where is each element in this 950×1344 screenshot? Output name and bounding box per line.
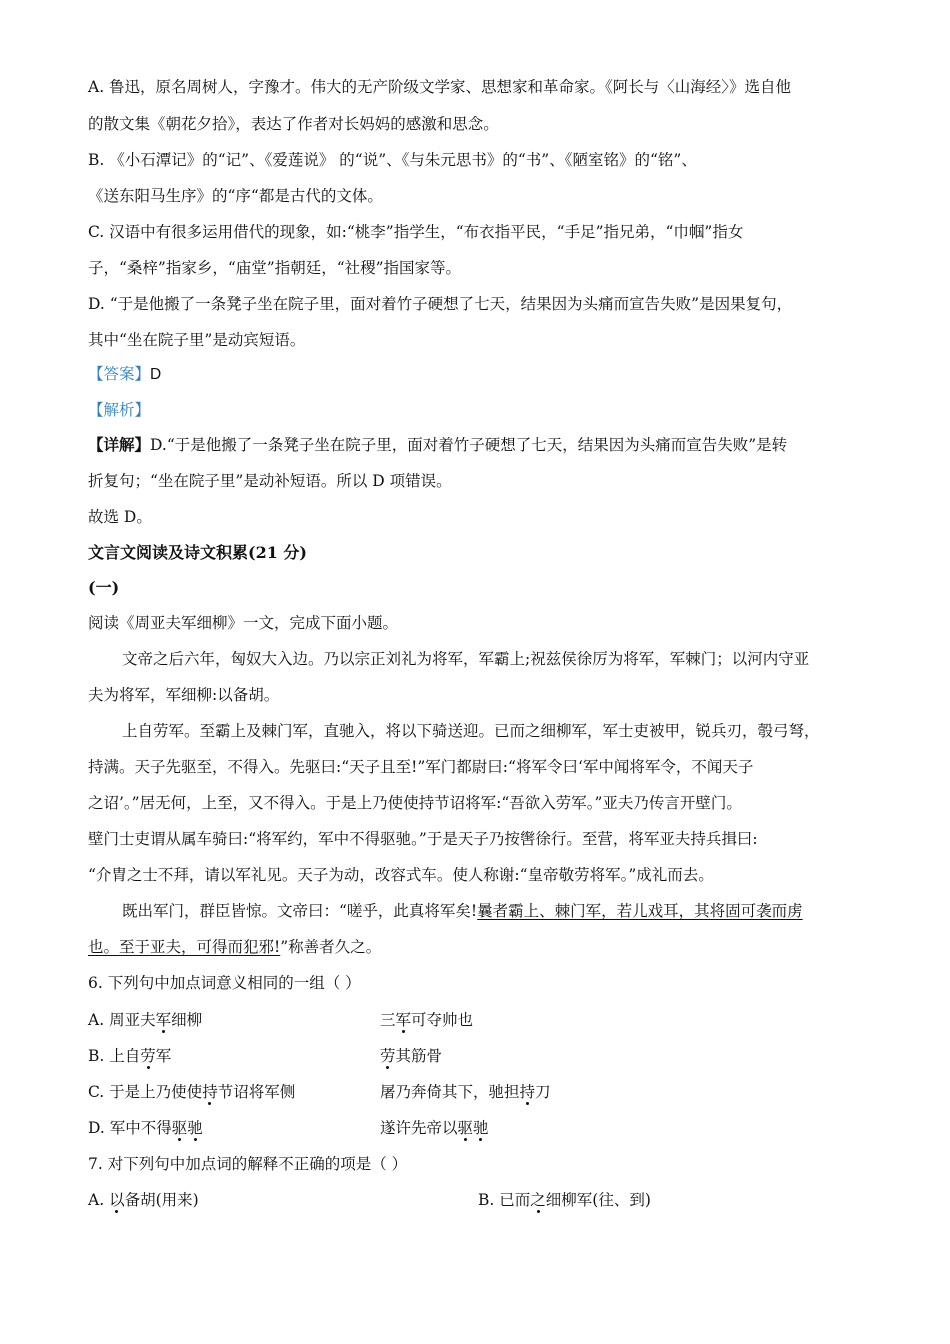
answer-value: D	[150, 366, 162, 383]
q7-b-pre: 已而	[499, 1191, 531, 1209]
detail-text-1: D.“于是他搬了一条凳子坐在院子里，面对着竹子硬想了七天，结果因为头痛而宣告失败”是转	[150, 436, 788, 454]
q6-a-left-pre: 周亚夫	[109, 1011, 156, 1029]
q7-a-post: 备胡(用来)	[124, 1191, 199, 1209]
q6-d-left-pre: 军中不得	[109, 1119, 172, 1137]
answer-line	[88, 363, 161, 386]
q6-b-left-post: 军	[155, 1047, 172, 1065]
q6-b-right-post: 其筋骨	[395, 1047, 443, 1065]
passage-p2-line-1: 上自劳军。至霸上及棘门军，直驰入，将以下骑送迎。已而之细柳军，军士吏被甲，锐兵刃，彀弓弩，	[122, 722, 820, 740]
underlined-sentence-part-1: 曩者霸上、棘门军，若儿戏耳，其将固可袭而虏	[477, 902, 803, 920]
q7-a-label: A.	[88, 1191, 110, 1209]
q6-c-right-pre: 屠乃奔倚其下，驰担	[380, 1083, 520, 1101]
passage-p3-line-1	[122, 900, 803, 922]
passage-p2-line-2: 持满。天子先驱至，不得入。先驱曰:“天子且至!”军门都尉曰:“将军令曰‘军中闻将军令，不闻天子	[88, 758, 754, 776]
conclusion-line: 故选 D。	[88, 508, 152, 526]
q6-stem: 6. 下列句中加点词意义相同的一组（ ）	[88, 974, 361, 992]
passage-p1-line-2: 夫为将军，军细柳:以备胡。	[88, 686, 280, 704]
q6-d-right-pre: 遂许先帝以	[380, 1119, 458, 1137]
q7-a-dotted: 以	[109, 1191, 125, 1209]
q6-b-right-dotted: 劳	[380, 1047, 396, 1065]
passage-p3-text-2b: ”称善者久之。	[280, 938, 382, 956]
analysis-tag: 【解析】	[88, 401, 151, 419]
option-c-line-2: 子，“桑梓”指家乡，“庙堂”指朝廷，“社稷”指国家等。	[88, 259, 462, 277]
option-b-line-2: 《送东阳马生序》的“序“都是古代的文体。	[88, 187, 383, 205]
q6-d-right-dotted-2: 驰	[473, 1119, 489, 1137]
q6-a-left-post: 细柳	[171, 1011, 203, 1029]
detail-line-2: 折复句；“坐在院子里”是动补短语。所以 D 项错误。	[88, 472, 452, 490]
q6-d-left-dotted-2: 驰	[187, 1119, 203, 1137]
passage-p3-text-1a: 既出军门，群臣皆惊。文帝曰：“嗟乎，此真将军矣!	[122, 902, 478, 920]
q6-d-right	[380, 1117, 489, 1139]
option-c-line-1: C. 汉语中有很多运用借代的现象，如:“桃李”指学生，“布衣指平民，“手足”指兄弟，“巾帼”指女	[88, 223, 744, 241]
q6-c-left-pre: 于是上乃使使	[109, 1083, 203, 1101]
q6-d-label: D.	[88, 1119, 110, 1137]
q6-b-right	[380, 1045, 442, 1067]
q6-b-left-pre: 上自	[109, 1047, 141, 1065]
q6-a-right-pre: 三	[380, 1011, 396, 1029]
option-d-line-2: 其中“坐在院子里”是动宾短语。	[88, 331, 306, 349]
passage-p1-line-1: 文帝之后六年，匈奴大入边。乃以宗正刘礼为将军，军霸上;祝兹侯徐厉为将军，军棘门；以河内守亚	[122, 650, 810, 668]
section-instruction: 阅读《周亚夫军细柳》一文，完成下面小题。	[88, 614, 399, 632]
q6-c-left-post: 节诏将军侧	[217, 1083, 296, 1101]
q7-option-b	[478, 1189, 651, 1211]
q7-options-row	[88, 1189, 888, 1211]
q6-b-left-dotted: 劳	[140, 1047, 156, 1065]
answer-tag: 【答案】	[88, 365, 151, 383]
q6-a-right-post: 可夺帅也	[411, 1011, 474, 1029]
q6-a-right	[380, 1009, 473, 1031]
option-a-line-2: 的散文集《朝花夕拾》，表达了作者对长妈妈的感激和思念。	[88, 115, 499, 133]
underlined-sentence-part-2: 也。至于亚夫，可得而犯邪!	[88, 938, 281, 956]
detail-line-1	[88, 434, 787, 456]
passage-p2-line-4: 壁门士吏谓从属车骑曰:“将军约，军中不得驱驰。”于是天子乃按辔徐行。至营，将军亚夫持兵揖曰:	[88, 830, 758, 848]
option-b-line-1: B. 《小石潭记》的“记”、《爱莲说》 的“说”、《与朱元思书》的“书”、《陋室铭》的“铭”、	[88, 151, 697, 169]
q6-c-right-dotted: 持	[519, 1083, 536, 1101]
q6-c-label: C.	[88, 1083, 110, 1101]
q6-c-left-dotted: 持	[202, 1083, 218, 1101]
q6-option-b	[88, 1045, 888, 1067]
q6-a-left-dotted: 军	[155, 1011, 172, 1029]
q6-a-label: A.	[88, 1011, 110, 1029]
q6-b-label: B.	[88, 1047, 110, 1065]
q7-b-dotted: 之	[530, 1191, 546, 1209]
section-part: (一)	[88, 578, 120, 597]
option-d-line-1: D. “于是他搬了一条凳子坐在院子里，面对着竹子硬想了七天，结果因为头痛而宣告失败”是因果复句，	[88, 295, 793, 313]
q6-d-right-dotted-1: 驱	[457, 1119, 474, 1137]
detail-tag: 【详解】	[88, 435, 151, 454]
q6-option-d	[88, 1117, 888, 1139]
q6-option-c	[88, 1081, 888, 1103]
q7-b-label: B.	[478, 1191, 500, 1209]
q6-d-left-dotted-1: 驱	[171, 1119, 188, 1137]
q7-b-post: 细柳军(往、到)	[545, 1191, 651, 1209]
q6-option-a	[88, 1009, 888, 1031]
q6-c-right-post: 刀	[535, 1083, 551, 1101]
q7-stem: 7. 对下列句中加点词的解释不正确的项是（ ）	[88, 1155, 408, 1173]
q6-a-right-dotted: 军	[395, 1011, 412, 1029]
section-title: 文言文阅读及诗文积累(21 分)	[88, 543, 307, 562]
passage-p2-line-5: “介胄之士不拜，请以军礼见。天子为动，改容式车。使人称谢:“皇帝敬劳将军。”成礼而去。	[88, 866, 714, 884]
q6-c-right	[380, 1081, 551, 1103]
passage-p2-line-3: 之诏’。”居无何，上至，又不得入。于是上乃使使持节诏将军:“吾欲入劳军。”亚夫乃传言开壁门。	[88, 794, 742, 812]
option-a-line-1: A. 鲁迅，原名周树人，字豫才。伟大的无产阶级文学家、思想家和革命家。《阿长与〈山海经〉》选自他	[88, 78, 792, 96]
passage-p3-line-2	[88, 936, 381, 958]
